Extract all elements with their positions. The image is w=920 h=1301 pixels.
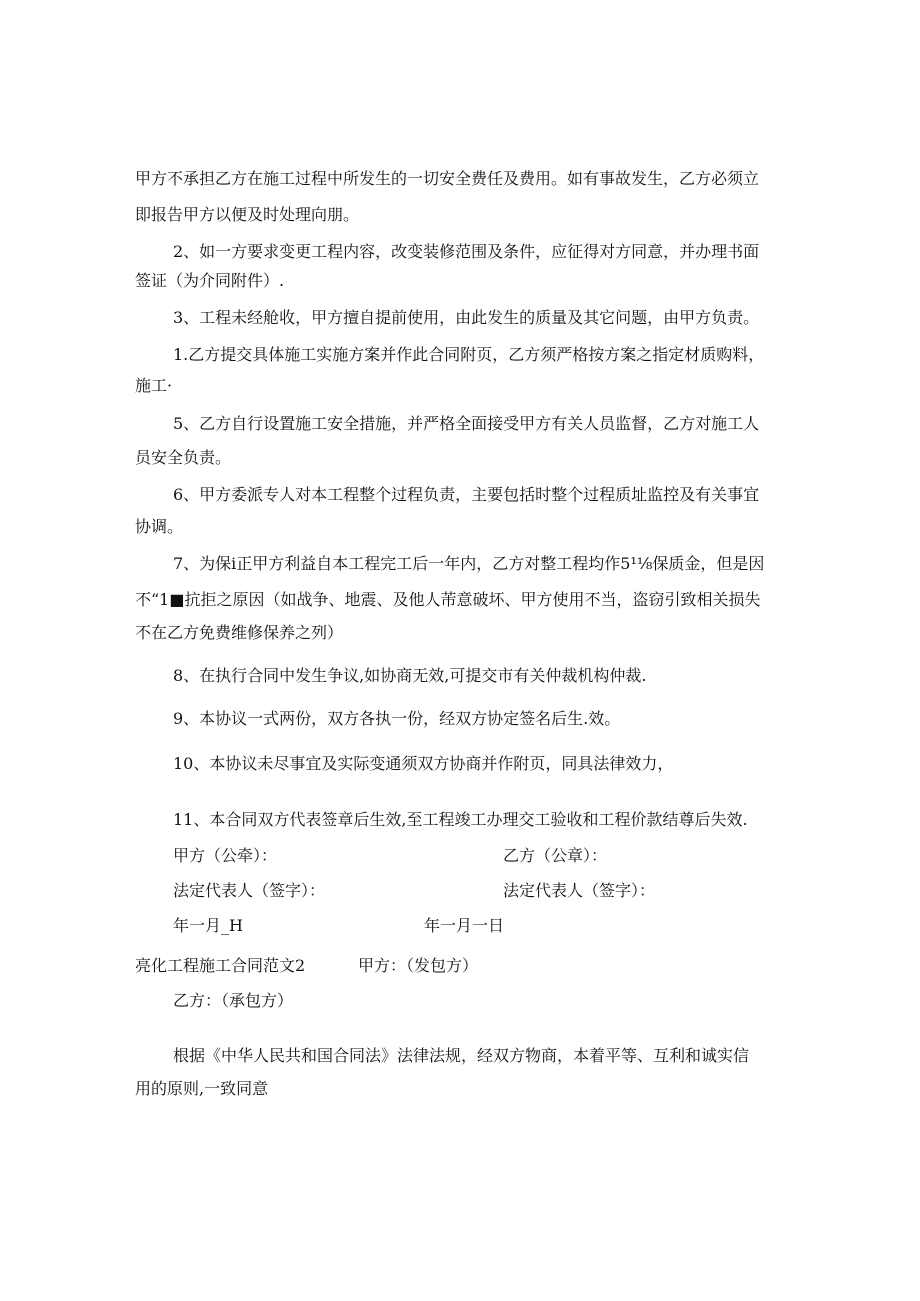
clause-6: 6、甲方委派专人对本工程整个过程负责，主要包括时整个过程质址监控及有关事宜 xyxy=(173,485,760,504)
intro-paragraph-line: 用的原则,一致同意 xyxy=(135,1079,269,1098)
paragraph-line: 甲方不承担乙方在施工过程中所发生的一切安全费任及费用。如有事故发生，乙方必须立 xyxy=(135,169,760,188)
clause-8: 8、在执行合同中发生争议,如协商无效,可提交市有关仲裁机构仲裁. xyxy=(173,666,647,685)
clause-7: 7、为保i正甲方利益自本工程完工后一年内，乙方对整工程均作5¹⅛保质金，但是因 xyxy=(173,554,765,573)
paragraph-line: 即报告甲方以便及时处理向朋。 xyxy=(135,205,360,224)
party-a-representative: 法定代表人（签字）： xyxy=(173,881,326,900)
paragraph-line: 员安全负责。 xyxy=(135,448,232,467)
paragraph-line: 不在乙方免费维修保养之列） xyxy=(135,623,344,642)
clause-10: 10、本协议未尽事宜及实际变通须双方协商并作附页，同具法律效力， xyxy=(173,754,674,773)
party-b-contractor: 乙方：（承包方） xyxy=(173,991,294,1010)
paragraph-line: 协调。 xyxy=(135,517,184,536)
party-a-seal: 甲方（公牵）： xyxy=(173,846,278,865)
clause-5: 5、乙方自行设置施工安全措施，并严格全面接受甲方有关人员监督，乙方对施工人 xyxy=(173,414,760,433)
clause-4: 1.乙方提交具体施工实施方案并作此合同附页，乙方须严格按方案之指定材质购料， xyxy=(173,345,765,364)
party-b-seal: 乙方（公章）： xyxy=(503,846,608,865)
clause-3: 3、工程未经舱收，甲方擅自提前使用，由此发生的质量及其它问题，由甲方负责。 xyxy=(173,308,760,327)
section-title: 亮化工程施工合同范文2 xyxy=(135,956,306,975)
paragraph-line: 施工· xyxy=(135,376,173,395)
party-b-representative: 法定代表人（签字）： xyxy=(503,881,656,900)
party-b-date: 年一月一日 xyxy=(424,916,505,935)
paragraph-line: 签证（为介同附件）. xyxy=(135,271,285,290)
clause-9: 9、本协议一式两份，双方各执一份，经双方协定签名后生.效。 xyxy=(173,709,621,728)
paragraph-line: 不“1■抗拒之原因（如战争、地震、及他人芾意破坏、甲方使用不当，盗窃引致相关损失 xyxy=(135,590,761,609)
clause-11: 11、本合同双方代表签章后生效,至工程竣工办理交工验收和工程价款结尊后失效. xyxy=(173,810,748,829)
party-a-date: 年一月_H xyxy=(173,916,243,935)
intro-paragraph-line: 根据《中华人民共和国合同法》法律法规，经双方物商，本着平等、互利和诚实信 xyxy=(173,1046,750,1065)
clause-2: 2、如一方要求变更工程内容，改变装修范围及条件，应征得对方同意，并办理书面 xyxy=(173,242,760,261)
party-a-contractor: 甲方：（发包方） xyxy=(358,956,479,975)
